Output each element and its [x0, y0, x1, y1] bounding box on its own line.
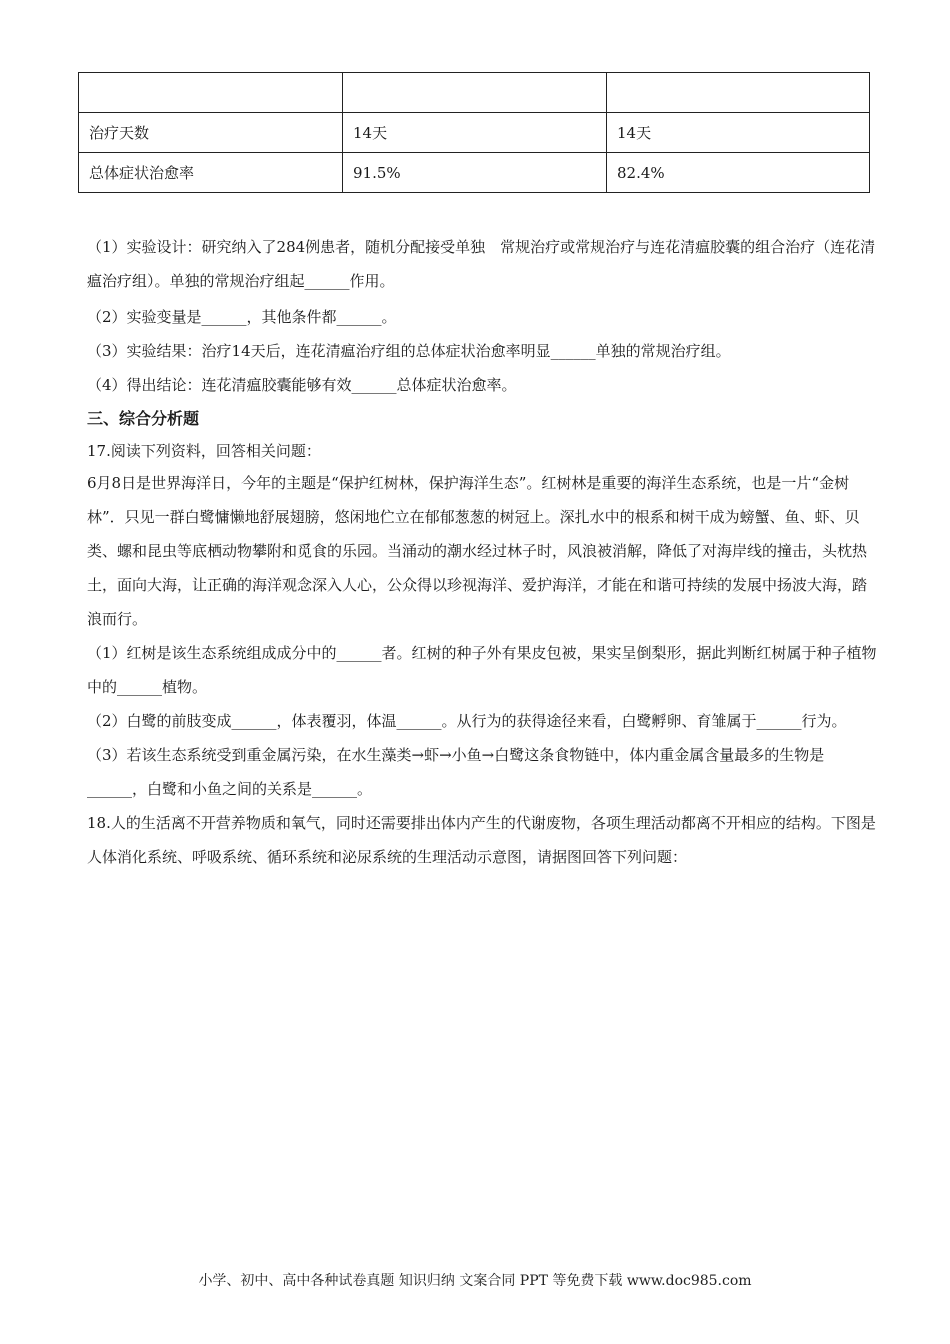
table-cell: 82.4%: [607, 153, 870, 193]
sub-question: （3）实验结果：治疗14天后，连花清瘟治疗组的总体症状治愈率明显______单独的常规治疗组。: [87, 342, 731, 360]
reading-passage: 6月8日是世界海洋日，今年的主题是“保护红树林，保护海洋生态”。红树林是重要的海洋生态系统，也是一片“金树林”．只见一群白鹭慵懒地舒展翅膀，悠闲地伫立在郁郁葱葱的树冠上。深扎水中的根系和树干成为螃蟹、鱼、虾、贝类、螺和昆虫等底栖动物攀附和觅食的乐园。当涌动的潮水经过林子时，风浪被消解，降低了对海岸线的撞击，头枕热土，面向大海，让正确的海洋观念深入人心，公众得以珍视海洋、爱护海洋，才能在和谐可持续的发展中扬波大海，踏浪而行。: [87, 474, 868, 628]
sub-question: （2）白鹭的前肢变成______，体表覆羽，体温______。从行为的获得途径来看，白鹭孵卵、育雏属于______行为。: [87, 712, 847, 730]
table-row: [79, 113, 870, 153]
page-footer: 小学、初中、高中各种试卷真题 知识归纳 文案合同 PPT 等免费下载 www.doc985.com: [198, 1273, 752, 1289]
table-cell: 91.5%: [343, 153, 607, 193]
table-cell: [343, 73, 607, 113]
table-cell: [607, 73, 870, 113]
table-cell: 14天: [343, 113, 607, 153]
table-cell: 总体症状治愈率: [79, 153, 343, 193]
sub-question: （4）得出结论：连花清瘟胶囊能够有效______总体症状治愈率。: [87, 376, 517, 394]
table-cell: 治疗天数: [79, 113, 343, 153]
table-row: [79, 153, 870, 193]
sub-question: （2）实验变量是______，其他条件都______。: [87, 308, 397, 326]
sub-question: （1）红树是该生态系统组成成分中的______者。红树的种子外有果皮包被，果实呈倒梨形，据此判断红树属于种子植物中的______植物。: [87, 644, 877, 696]
sub-question: （3）若该生态系统受到重金属污染，在水生藻类→虾→小鱼→白鹭这条食物链中，体内重金属含量最多的生物是______，白鹭和小鱼之间的关系是______。: [87, 746, 825, 798]
question-stem: 18.人的生活离不开营养物质和氧气，同时还需要排出体内产生的代谢废物，各项生理活动都离不开相应的结构。下图是人体消化系统、呼吸系统、循环系统和泌尿系统的生理活动示意图，请据图回答下列问题：: [87, 814, 876, 866]
table-cell: [79, 73, 343, 113]
results-table: [78, 72, 870, 193]
table-row: [79, 73, 870, 113]
section-heading: 三、综合分析题: [87, 409, 200, 428]
question-content: [87, 230, 877, 874]
sub-question: （1）实验设计：研究纳入了284例患者，随机分配接受单独 常规治疗或常规治疗与连花清瘟胶囊的组合治疗（连花清瘟治疗组）。单独的常规治疗组起______作用。: [87, 238, 876, 290]
table-cell: 14天: [607, 113, 870, 153]
question-stem: 17.阅读下列资料，回答相关问题：: [87, 442, 321, 460]
